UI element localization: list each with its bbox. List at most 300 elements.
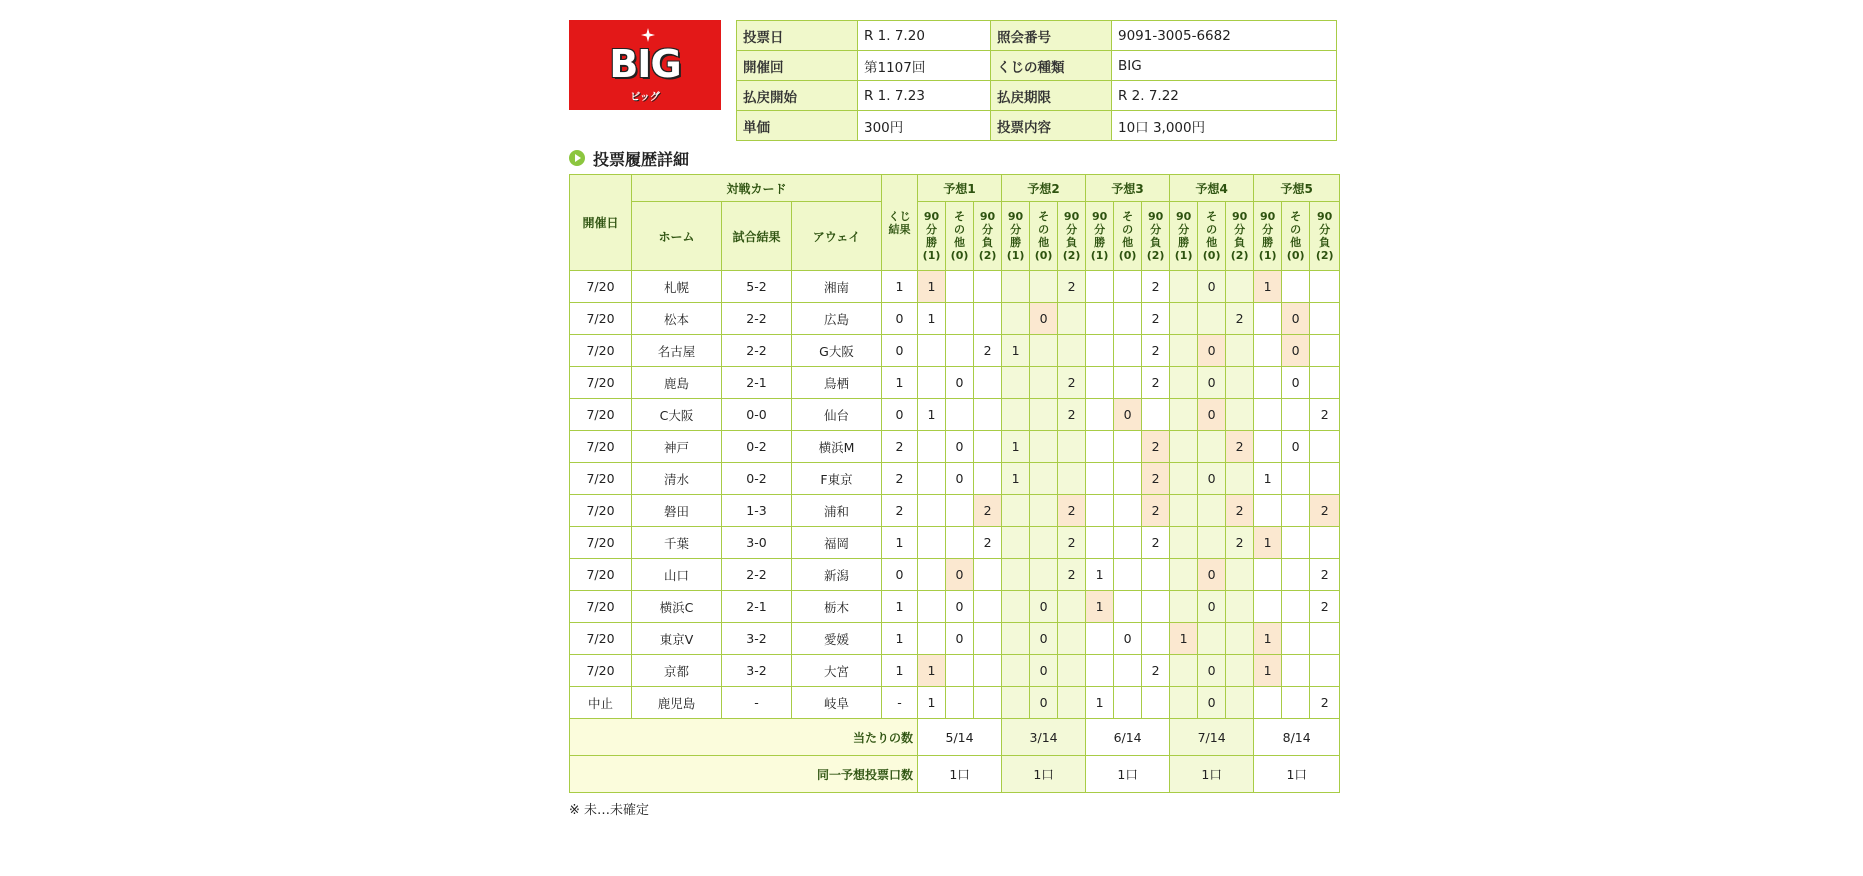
info-value: 第1107回	[858, 51, 991, 81]
prediction-pick: 1	[1254, 463, 1282, 495]
prediction-cell	[1002, 399, 1030, 431]
prediction-cell	[1030, 495, 1058, 527]
match-date: 7/20	[570, 495, 632, 527]
match-date: 7/20	[570, 559, 632, 591]
prediction-pick: 0	[1282, 303, 1310, 335]
match-score: 3-2	[722, 623, 792, 655]
info-value: 9091-3005-6682	[1111, 21, 1336, 51]
date-header: 開催日	[570, 175, 632, 271]
prediction-cell	[1226, 623, 1254, 655]
prediction-cell	[918, 463, 946, 495]
prediction-cell	[1226, 399, 1254, 431]
prediction-cell	[1310, 367, 1340, 399]
prediction-pick: 2	[1058, 399, 1086, 431]
prediction-cell	[1114, 303, 1142, 335]
prediction-cell	[1282, 399, 1310, 431]
prediction-cell	[1002, 559, 1030, 591]
same-bet-count: 1口	[1002, 756, 1086, 793]
section-header	[569, 144, 1337, 174]
info-value: 300円	[858, 111, 991, 141]
prediction-cell	[1198, 527, 1226, 559]
prediction-pick: 2	[1142, 495, 1170, 527]
outcome-subheader: 90 分 勝 (1)	[918, 202, 946, 271]
prediction-pick: 0	[1114, 399, 1142, 431]
prediction-cell	[974, 559, 1002, 591]
prediction-pick: 2	[1058, 527, 1086, 559]
home-team: 松本	[632, 303, 722, 335]
prediction-pick: 2	[1226, 495, 1254, 527]
prediction-pick: 2	[1310, 495, 1340, 527]
prediction-header: 予想4	[1170, 175, 1254, 202]
prediction-cell	[1226, 591, 1254, 623]
prediction-pick: 0	[1030, 687, 1058, 719]
prediction-pick: 2	[1142, 463, 1170, 495]
prediction-cell	[1086, 655, 1114, 687]
prediction-cell	[1226, 559, 1254, 591]
away-team: G大阪	[792, 335, 882, 367]
table-row	[570, 303, 1340, 335]
prediction-pick: 1	[1254, 527, 1282, 559]
home-team: C大阪	[632, 399, 722, 431]
home-team: 磐田	[632, 495, 722, 527]
prediction-cell	[946, 271, 974, 303]
prediction-cell	[946, 655, 974, 687]
match-date: 7/20	[570, 463, 632, 495]
table-row	[570, 367, 1340, 399]
table-row	[570, 399, 1340, 431]
prediction-pick: 0	[1198, 367, 1226, 399]
footnote: ※ 未…未確定	[569, 803, 650, 818]
prediction-pick: 0	[1030, 591, 1058, 623]
prediction-cell	[1058, 591, 1086, 623]
kuji-result: 0	[882, 559, 918, 591]
prediction-cell	[1030, 271, 1058, 303]
away-team: 栃木	[792, 591, 882, 623]
prediction-cell	[1002, 271, 1030, 303]
prediction-pick: 1	[918, 687, 946, 719]
prediction-cell	[1114, 271, 1142, 303]
table-row	[570, 591, 1340, 623]
info-value: R 1. 7.20	[858, 21, 991, 51]
prediction-pick: 2	[1226, 527, 1254, 559]
prediction-cell	[1170, 367, 1198, 399]
away-team: 福岡	[792, 527, 882, 559]
outcome-subheader: 90 分 負 (2)	[1226, 202, 1254, 271]
prediction-pick: 2	[1310, 687, 1340, 719]
prediction-cell	[1002, 655, 1030, 687]
match-date: 7/20	[570, 527, 632, 559]
prediction-pick: 0	[1282, 431, 1310, 463]
prediction-pick: 1	[918, 303, 946, 335]
prediction-pick: 0	[1198, 271, 1226, 303]
prediction-cell	[1002, 687, 1030, 719]
prediction-cell	[918, 591, 946, 623]
away-team: 湘南	[792, 271, 882, 303]
prediction-pick: 1	[1254, 271, 1282, 303]
prediction-header: 予想2	[1002, 175, 1086, 202]
prediction-cell	[1030, 335, 1058, 367]
prediction-cell	[918, 367, 946, 399]
prediction-cell	[1254, 367, 1282, 399]
match-score: 1-3	[722, 495, 792, 527]
prediction-pick: 2	[1058, 495, 1086, 527]
prediction-cell	[1030, 463, 1058, 495]
prediction-cell	[974, 591, 1002, 623]
prediction-cell	[1310, 303, 1340, 335]
away-team: 鳥栖	[792, 367, 882, 399]
prediction-cell	[1170, 335, 1198, 367]
prediction-pick: 0	[1282, 335, 1310, 367]
sparkle-icon	[641, 28, 655, 42]
same-bet-count: 1口	[1086, 756, 1170, 793]
play-arrow-icon	[569, 150, 585, 166]
prediction-cell	[1030, 367, 1058, 399]
match-date: 7/20	[570, 399, 632, 431]
same-bet-count: 1口	[1254, 756, 1340, 793]
prediction-pick: 2	[1310, 559, 1340, 591]
prediction-cell	[1114, 495, 1142, 527]
section-title: 投票履歴詳細	[593, 150, 690, 169]
kuji-result: 1	[882, 591, 918, 623]
prediction-pick: 0	[946, 463, 974, 495]
table-row	[570, 495, 1340, 527]
prediction-cell	[1002, 495, 1030, 527]
prediction-cell	[1170, 271, 1198, 303]
match-date: 7/20	[570, 431, 632, 463]
match-score: -	[722, 687, 792, 719]
ticket-info-table	[736, 20, 1337, 141]
outcome-subheader: 90 分 負 (2)	[1310, 202, 1340, 271]
prediction-cell	[1142, 591, 1170, 623]
prediction-cell	[918, 623, 946, 655]
away-team: 愛媛	[792, 623, 882, 655]
prediction-pick: 1	[1254, 655, 1282, 687]
match-date: 7/20	[570, 303, 632, 335]
prediction-cell	[1282, 655, 1310, 687]
prediction-pick: 1	[918, 271, 946, 303]
prediction-pick: 1	[1254, 623, 1282, 655]
match-date: 7/20	[570, 271, 632, 303]
prediction-cell	[1310, 655, 1340, 687]
match-score: 2-1	[722, 367, 792, 399]
info-value: 10口 3,000円	[1111, 111, 1336, 141]
kuji-result: 1	[882, 271, 918, 303]
prediction-cell	[1114, 591, 1142, 623]
prediction-pick: 0	[1198, 463, 1226, 495]
prediction-cell	[918, 495, 946, 527]
prediction-cell	[1282, 463, 1310, 495]
prediction-cell	[1058, 655, 1086, 687]
match-score: 5-2	[722, 271, 792, 303]
prediction-pick: 0	[1282, 367, 1310, 399]
prediction-pick: 2	[1142, 367, 1170, 399]
prediction-cell	[1058, 463, 1086, 495]
prediction-cell	[946, 527, 974, 559]
prediction-cell	[1282, 687, 1310, 719]
kuji-result: 2	[882, 495, 918, 527]
kuji-result: 2	[882, 431, 918, 463]
prediction-pick: 2	[1310, 591, 1340, 623]
prediction-cell	[1058, 335, 1086, 367]
prediction-cell	[1114, 559, 1142, 591]
prediction-cell	[1114, 367, 1142, 399]
prediction-cell	[1086, 367, 1114, 399]
kuji-result: 1	[882, 655, 918, 687]
outcome-subheader: そ の 他 (0)	[1030, 202, 1058, 271]
prediction-pick: 0	[946, 431, 974, 463]
hit-count: 6/14	[1086, 719, 1170, 756]
away-header: アウェイ	[792, 202, 882, 271]
table-row	[570, 335, 1340, 367]
result-header: 試合結果	[722, 202, 792, 271]
prediction-cell	[1198, 623, 1226, 655]
prediction-cell	[946, 303, 974, 335]
prediction-cell	[1254, 559, 1282, 591]
prediction-cell	[1142, 399, 1170, 431]
hits-row	[570, 719, 1340, 756]
prediction-cell	[1310, 335, 1340, 367]
match-date: 7/20	[570, 655, 632, 687]
outcome-subheader: そ の 他 (0)	[1282, 202, 1310, 271]
header-row-1	[570, 175, 1340, 202]
kuji-result: 0	[882, 335, 918, 367]
prediction-pick: 0	[1198, 399, 1226, 431]
prediction-cell	[1282, 623, 1310, 655]
prediction-pick: 2	[1142, 527, 1170, 559]
prediction-cell	[946, 399, 974, 431]
prediction-cell	[1114, 431, 1142, 463]
prediction-pick: 0	[1198, 655, 1226, 687]
prediction-cell	[1170, 655, 1198, 687]
prediction-cell	[1282, 559, 1310, 591]
prediction-pick: 0	[1198, 687, 1226, 719]
prediction-cell	[1058, 431, 1086, 463]
prediction-cell	[1254, 687, 1282, 719]
prediction-cell	[1170, 559, 1198, 591]
prediction-pick: 0	[1030, 623, 1058, 655]
prediction-cell	[946, 687, 974, 719]
prediction-cell	[1282, 527, 1310, 559]
prediction-pick: 0	[1030, 655, 1058, 687]
match-date: 7/20	[570, 335, 632, 367]
prediction-pick: 2	[1058, 271, 1086, 303]
prediction-cell	[918, 559, 946, 591]
outcome-subheader: 90 分 勝 (1)	[1254, 202, 1282, 271]
prediction-pick: 1	[1002, 463, 1030, 495]
prediction-header: 予想3	[1086, 175, 1170, 202]
outcome-subheader: 90 分 勝 (1)	[1170, 202, 1198, 271]
kuji-result: 1	[882, 623, 918, 655]
prediction-cell	[1198, 495, 1226, 527]
away-team: 大宮	[792, 655, 882, 687]
table-row	[570, 623, 1340, 655]
kuji-result: 2	[882, 463, 918, 495]
prediction-cell	[1030, 399, 1058, 431]
hits-label: 当たりの数	[570, 719, 918, 756]
away-team: 広島	[792, 303, 882, 335]
home-header: ホーム	[632, 202, 722, 271]
match-score: 3-2	[722, 655, 792, 687]
prediction-cell	[1198, 431, 1226, 463]
match-date: 7/20	[570, 591, 632, 623]
match-score: 0-2	[722, 431, 792, 463]
prediction-cell	[1030, 527, 1058, 559]
info-label: 開催回	[737, 51, 858, 81]
prediction-cell	[1170, 687, 1198, 719]
home-team: 清水	[632, 463, 722, 495]
info-row	[737, 51, 1337, 81]
prediction-cell	[1086, 271, 1114, 303]
prediction-cell	[1254, 431, 1282, 463]
same-bet-count: 1口	[918, 756, 1002, 793]
prediction-cell	[1114, 527, 1142, 559]
prediction-cell	[1254, 591, 1282, 623]
away-team: 横浜M	[792, 431, 882, 463]
prediction-pick: 2	[1310, 399, 1340, 431]
prediction-pick: 0	[946, 591, 974, 623]
prediction-pick: 2	[1142, 335, 1170, 367]
prediction-cell	[1254, 335, 1282, 367]
prediction-cell	[974, 655, 1002, 687]
match-score: 3-0	[722, 527, 792, 559]
prediction-cell	[1142, 623, 1170, 655]
info-value: R 1. 7.23	[858, 81, 991, 111]
prediction-cell	[1170, 463, 1198, 495]
prediction-cell	[1086, 335, 1114, 367]
hit-count: 8/14	[1254, 719, 1340, 756]
home-team: 横浜C	[632, 591, 722, 623]
info-label: くじの種類	[990, 51, 1111, 81]
logo-subtext: ビッグ	[630, 92, 660, 103]
prediction-cell	[1254, 303, 1282, 335]
prediction-pick: 1	[1086, 559, 1114, 591]
home-team: 神戸	[632, 431, 722, 463]
info-label: 払戻開始	[737, 81, 858, 111]
info-label: 単価	[737, 111, 858, 141]
prediction-cell	[1002, 303, 1030, 335]
prediction-cell	[1086, 399, 1114, 431]
kuji-result: -	[882, 687, 918, 719]
kuji-result: 0	[882, 399, 918, 431]
prediction-pick: 2	[1058, 367, 1086, 399]
kuji-result: 1	[882, 367, 918, 399]
prediction-cell	[1170, 399, 1198, 431]
prediction-cell	[1142, 687, 1170, 719]
prediction-cell	[1170, 527, 1198, 559]
match-date: 7/20	[570, 623, 632, 655]
prediction-cell	[1226, 687, 1254, 719]
outcome-subheader: そ の 他 (0)	[1114, 202, 1142, 271]
prediction-cell	[1114, 335, 1142, 367]
table-row	[570, 527, 1340, 559]
prediction-cell	[1170, 591, 1198, 623]
prediction-cell	[974, 303, 1002, 335]
outcome-subheader: 90 分 負 (2)	[1142, 202, 1170, 271]
prediction-pick: 2	[974, 495, 1002, 527]
prediction-cell	[1310, 431, 1340, 463]
prediction-pick: 0	[1030, 303, 1058, 335]
kuji-result-header: くじ 結果	[882, 175, 918, 271]
prediction-pick: 2	[974, 527, 1002, 559]
prediction-pick: 0	[946, 623, 974, 655]
prediction-cell	[1058, 303, 1086, 335]
away-team: 仙台	[792, 399, 882, 431]
prediction-pick: 1	[1086, 591, 1114, 623]
info-label: 照会番号	[990, 21, 1111, 51]
prediction-cell	[1058, 623, 1086, 655]
prediction-cell	[1114, 687, 1142, 719]
same-bet-count: 1口	[1170, 756, 1254, 793]
prediction-cell	[1226, 271, 1254, 303]
big-logo	[569, 20, 721, 110]
prediction-pick: 0	[1198, 591, 1226, 623]
outcome-subheader: 90 分 勝 (1)	[1002, 202, 1030, 271]
info-row	[737, 81, 1337, 111]
prediction-cell	[1282, 591, 1310, 623]
prediction-cell	[1058, 687, 1086, 719]
prediction-cell	[974, 463, 1002, 495]
prediction-cell	[1086, 623, 1114, 655]
prediction-pick: 0	[1114, 623, 1142, 655]
bet-history-table	[569, 174, 1340, 793]
kuji-result: 0	[882, 303, 918, 335]
table-row	[570, 463, 1340, 495]
prediction-cell	[1282, 495, 1310, 527]
prediction-cell	[1310, 463, 1340, 495]
prediction-cell	[1142, 559, 1170, 591]
prediction-cell	[974, 687, 1002, 719]
outcome-subheader: 90 分 負 (2)	[974, 202, 1002, 271]
prediction-cell	[1086, 303, 1114, 335]
outcome-subheader: そ の 他 (0)	[1198, 202, 1226, 271]
prediction-pick: 2	[974, 335, 1002, 367]
prediction-cell	[974, 399, 1002, 431]
prediction-cell	[1086, 527, 1114, 559]
info-row	[737, 111, 1337, 141]
prediction-pick: 1	[1002, 431, 1030, 463]
info-label: 投票日	[737, 21, 858, 51]
away-team: F東京	[792, 463, 882, 495]
table-row	[570, 655, 1340, 687]
prediction-pick: 1	[918, 655, 946, 687]
ticket-header	[569, 20, 1337, 144]
prediction-cell	[1002, 367, 1030, 399]
prediction-cell	[918, 431, 946, 463]
prediction-pick: 2	[1142, 303, 1170, 335]
prediction-cell	[1254, 495, 1282, 527]
prediction-cell	[1030, 431, 1058, 463]
same-bet-label: 同一予想投票口数	[570, 756, 918, 793]
prediction-pick: 2	[1226, 303, 1254, 335]
home-team: 鹿島	[632, 367, 722, 399]
prediction-pick: 2	[1058, 559, 1086, 591]
prediction-cell	[1226, 335, 1254, 367]
prediction-cell	[1086, 431, 1114, 463]
prediction-cell	[974, 431, 1002, 463]
prediction-cell	[1114, 655, 1142, 687]
prediction-cell	[1310, 271, 1340, 303]
home-team: 名古屋	[632, 335, 722, 367]
prediction-cell	[1002, 527, 1030, 559]
match-score: 2-1	[722, 591, 792, 623]
prediction-cell	[946, 335, 974, 367]
info-row	[737, 21, 1337, 51]
prediction-cell	[1282, 271, 1310, 303]
prediction-cell	[1086, 495, 1114, 527]
prediction-cell	[1310, 527, 1340, 559]
prediction-header: 予想1	[918, 175, 1002, 202]
outcome-subheader: 90 分 負 (2)	[1058, 202, 1086, 271]
